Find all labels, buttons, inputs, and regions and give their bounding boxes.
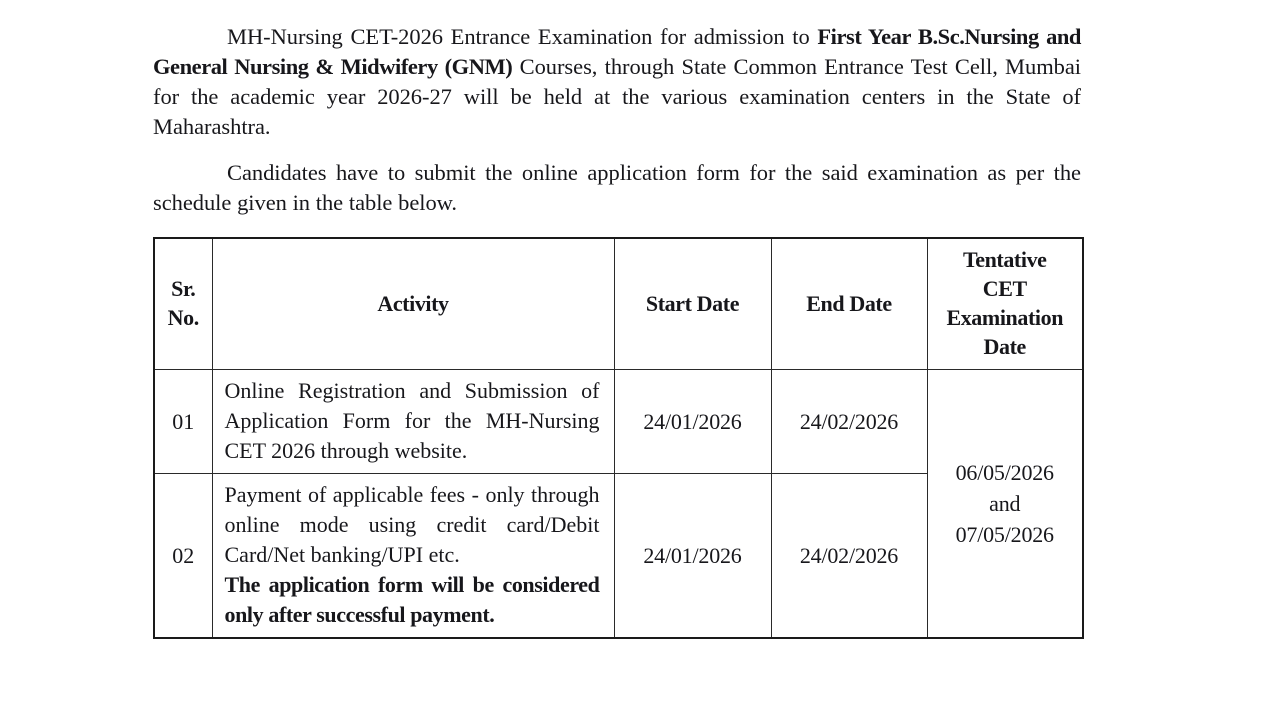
- intro-text-part-2: Courses, through State Common Entrance Test Cell, Mumbai for the academic year 2026-27 will be held at the various examination centers in the State of Maharashtra.: [153, 54, 1081, 139]
- row-2-start-date: 24/01/2026: [614, 474, 771, 639]
- row-2-sr-no: 02: [154, 474, 212, 639]
- column-header-tentative-line4: Date: [983, 334, 1026, 359]
- schedule-table: [153, 237, 1084, 639]
- row-2-activity: [212, 474, 614, 639]
- tentative-exam-date-line1: 06/05/2026: [955, 460, 1054, 485]
- row-1-sr-no: 01: [154, 370, 212, 474]
- column-header-sr-no: [154, 238, 212, 370]
- column-header-tentative-line3: Examination: [946, 305, 1064, 330]
- row-1-end-date: 24/02/2026: [771, 370, 927, 474]
- intro-text-bold-courses: First Year B.Sc.Nursing and General Nursing & Midwifery (GNM): [153, 24, 1081, 79]
- table-header-row: [154, 238, 1083, 370]
- row-1-activity-text: Online Registration and Submission of Application Form for the MH-Nursing CET 2026 through website.: [224, 378, 600, 463]
- column-header-sr-no-line1: Sr.: [171, 276, 196, 301]
- paragraph-instruction: [153, 158, 1081, 218]
- tentative-exam-date-line3: 07/05/2026: [955, 522, 1054, 547]
- column-header-activity: Activity: [212, 238, 614, 370]
- row-2-activity-note-bold: The application form will be considered only after successful payment.: [224, 572, 600, 627]
- column-header-start-date: Start Date: [614, 238, 771, 370]
- tentative-exam-date-conjunction: and: [989, 491, 1021, 516]
- tentative-exam-date-cell: [927, 370, 1083, 639]
- column-header-end-date: End Date: [771, 238, 927, 370]
- intro-text-part-1: MH-Nursing CET-2026 Entrance Examination for admission to: [227, 24, 818, 49]
- instruction-text: Candidates have to submit the online application form for the said examination as per the schedule given in the table below.: [153, 160, 1081, 215]
- row-1-start-date: 24/01/2026: [614, 370, 771, 474]
- paragraph-intro: [153, 22, 1081, 142]
- column-header-tentative-line1: Tentative: [962, 247, 1047, 272]
- schedule-table-header: [154, 238, 1083, 370]
- column-header-sr-no-line2: No.: [167, 305, 199, 330]
- row-2-end-date: 24/02/2026: [771, 474, 927, 639]
- row-2-activity-text: Payment of applicable fees - only through online mode using credit card/Debit Card/Net banking/UPI etc.: [224, 482, 600, 567]
- column-header-tentative-line2: CET: [982, 276, 1027, 301]
- column-header-tentative-cet-examination-date: [927, 238, 1083, 370]
- table-row: [154, 370, 1083, 474]
- schedule-table-body: [154, 370, 1083, 639]
- row-1-activity: [212, 370, 614, 474]
